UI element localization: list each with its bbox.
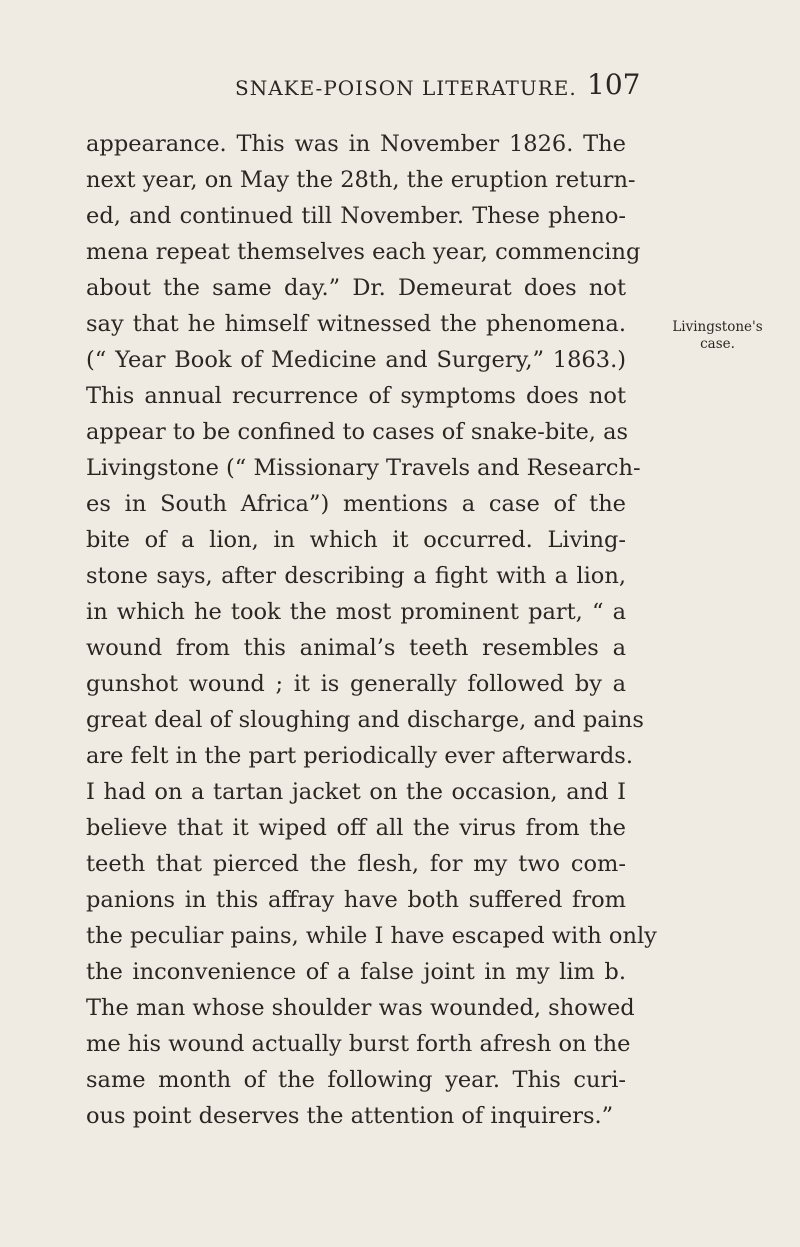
- text-line: in which he took the most prominent part, “ a: [86, 599, 626, 625]
- text-line: are felt in the part periodically ever afterwards.: [86, 743, 633, 769]
- text-line: ous point deserves the attention of inquirers.”: [86, 1103, 614, 1129]
- text-line: teeth that pierced the flesh, for my two com-: [86, 851, 626, 877]
- text-line: ed, and continued till November. These pheno-: [86, 203, 626, 229]
- text-line: wound from this animal’s teeth resembles a: [86, 635, 626, 661]
- page-header: [0, 64, 800, 104]
- marginal-note: [640, 319, 795, 353]
- page-number: 107: [587, 68, 641, 101]
- text-line: about the same day.” Dr. Demeurat does not: [86, 275, 626, 301]
- text-line: the peculiar pains, while I have escaped with only: [86, 923, 657, 949]
- text-line: appear to be confined to cases of snake-bite, as: [86, 419, 629, 445]
- text-line: es in South Africa”) mentions a case of the: [86, 491, 626, 517]
- text-line: stone says, after describing a fight with a lion,: [86, 563, 626, 589]
- text-line: say that he himself witnessed the phenomena.: [86, 311, 626, 337]
- text-line: me his wound actually burst forth afresh on the: [86, 1031, 631, 1057]
- text-line: bite of a lion, in which it occurred. Living-: [86, 527, 626, 553]
- text-line: gunshot wound ; it is generally followed by a: [86, 671, 626, 697]
- text-line: The man whose shoulder was wounded, showed: [86, 995, 635, 1021]
- text-line: Livingstone (“ Missionary Travels and Research-: [86, 455, 641, 481]
- text-line: appearance. This was in November 1826. The: [86, 131, 626, 157]
- text-line: same month of the following year. This curi-: [86, 1067, 626, 1093]
- marginal-note-line: case.: [700, 336, 735, 352]
- text-line: next year, on May the 28th, the eruption return-: [86, 167, 636, 193]
- text-line: mena repeat themselves each year, commencing: [86, 239, 641, 265]
- running-head: SNAKE-POISON LITERATURE.: [235, 76, 577, 100]
- marginal-note-line: Livingstone's: [672, 319, 763, 335]
- text-line: great deal of sloughing and discharge, and pains: [86, 707, 644, 733]
- text-line: This annual recurrence of symptoms does not: [86, 383, 626, 409]
- text-line: I had on a tartan jacket on the occasion, and I: [86, 779, 626, 805]
- text-line: (“ Year Book of Medicine and Surgery,” 1863.): [86, 347, 626, 373]
- text-line: believe that it wiped off all the virus from the: [86, 815, 626, 841]
- text-line: the inconvenience of a false joint in my lim b.: [86, 959, 626, 985]
- text-line: panions in this affray have both suffered from: [86, 887, 626, 913]
